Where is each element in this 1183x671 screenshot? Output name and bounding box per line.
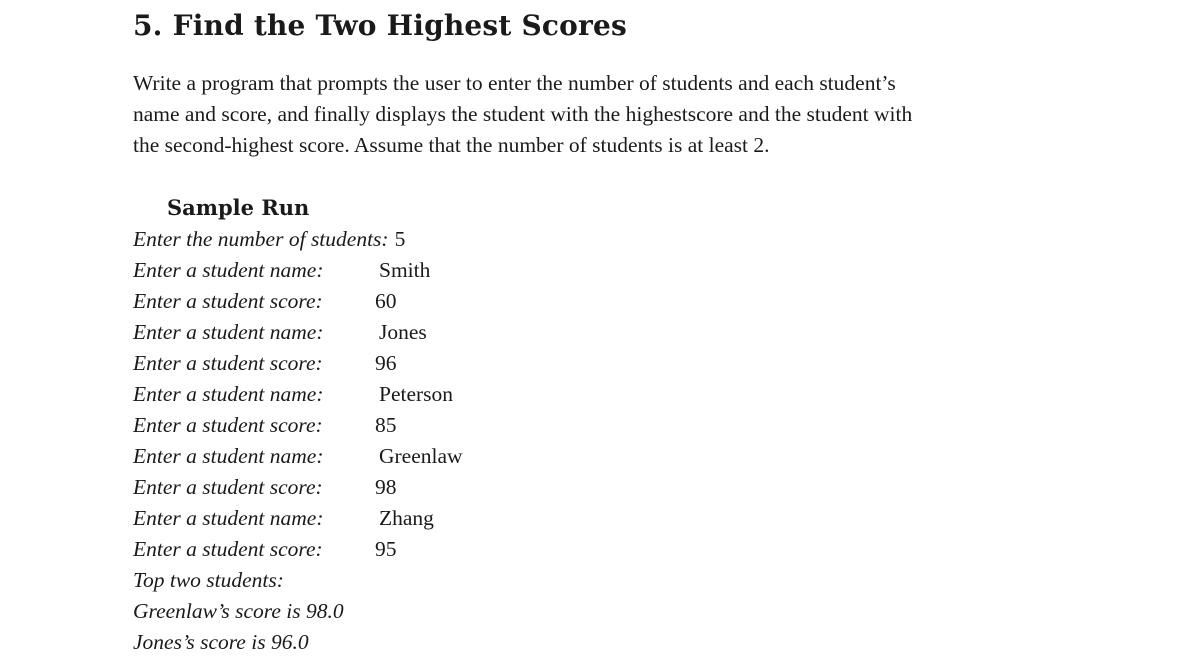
count-prompt: Enter the number of students: xyxy=(133,227,389,251)
name-prompt: Enter a student name: xyxy=(133,320,324,344)
student-name: Jones xyxy=(379,320,427,344)
name-prompt-line xyxy=(133,441,463,472)
name-prompt: Enter a student name: xyxy=(133,382,324,406)
sample-run-output xyxy=(133,224,463,658)
score-prompt-line xyxy=(133,534,463,565)
student-name: Zhang xyxy=(379,506,434,530)
result-header-line xyxy=(133,565,463,596)
description-line: name and score, and finally displays the student with the highestscore and the student with xyxy=(133,102,913,126)
score-prompt-line xyxy=(133,410,463,441)
exercise-title-text: Find the Two Highest Scores xyxy=(172,9,627,42)
score-prompt: Enter a student score: xyxy=(133,537,323,561)
exercise-description xyxy=(133,68,1063,161)
name-prompt-line xyxy=(133,379,463,410)
name-prompt-line xyxy=(133,317,463,348)
exercise-number: 5. xyxy=(133,9,163,42)
student-score: 98 xyxy=(375,475,397,499)
student-score: 96 xyxy=(375,351,397,375)
result-text: Jones’s score is 96.0 xyxy=(133,630,309,654)
name-prompt: Enter a student name: xyxy=(133,506,324,530)
score-prompt: Enter a student score: xyxy=(133,475,323,499)
score-prompt-line xyxy=(133,472,463,503)
description-line: the second-highest score. Assume that the number of students is at least 2. xyxy=(133,133,770,157)
student-score: 95 xyxy=(375,537,397,561)
score-prompt: Enter a student score: xyxy=(133,289,323,313)
score-prompt: Enter a student score: xyxy=(133,413,323,437)
score-prompt-line xyxy=(133,286,463,317)
score-prompt-line xyxy=(133,348,463,379)
result-line xyxy=(133,596,463,627)
name-prompt-line xyxy=(133,503,463,534)
name-prompt: Enter a student name: xyxy=(133,444,324,468)
result-header: Top two students: xyxy=(133,568,284,592)
result-line xyxy=(133,627,463,658)
name-prompt-line xyxy=(133,255,463,286)
student-name: Peterson xyxy=(379,382,454,406)
name-prompt: Enter a student name: xyxy=(133,258,324,282)
count-prompt-line xyxy=(133,224,463,255)
student-score: 85 xyxy=(375,413,397,437)
score-prompt: Enter a student score: xyxy=(133,351,323,375)
sample-run-heading: Sample Run xyxy=(167,195,310,220)
student-score: 60 xyxy=(375,289,397,313)
description-line: Write a program that prompts the user to enter the number of students and each student’s xyxy=(133,71,896,95)
student-name: Greenlaw xyxy=(379,444,463,468)
exercise-title xyxy=(133,6,627,46)
count-value: 5 xyxy=(394,227,406,251)
student-name: Smith xyxy=(379,258,431,282)
result-text: Greenlaw’s score is 98.0 xyxy=(133,599,344,623)
